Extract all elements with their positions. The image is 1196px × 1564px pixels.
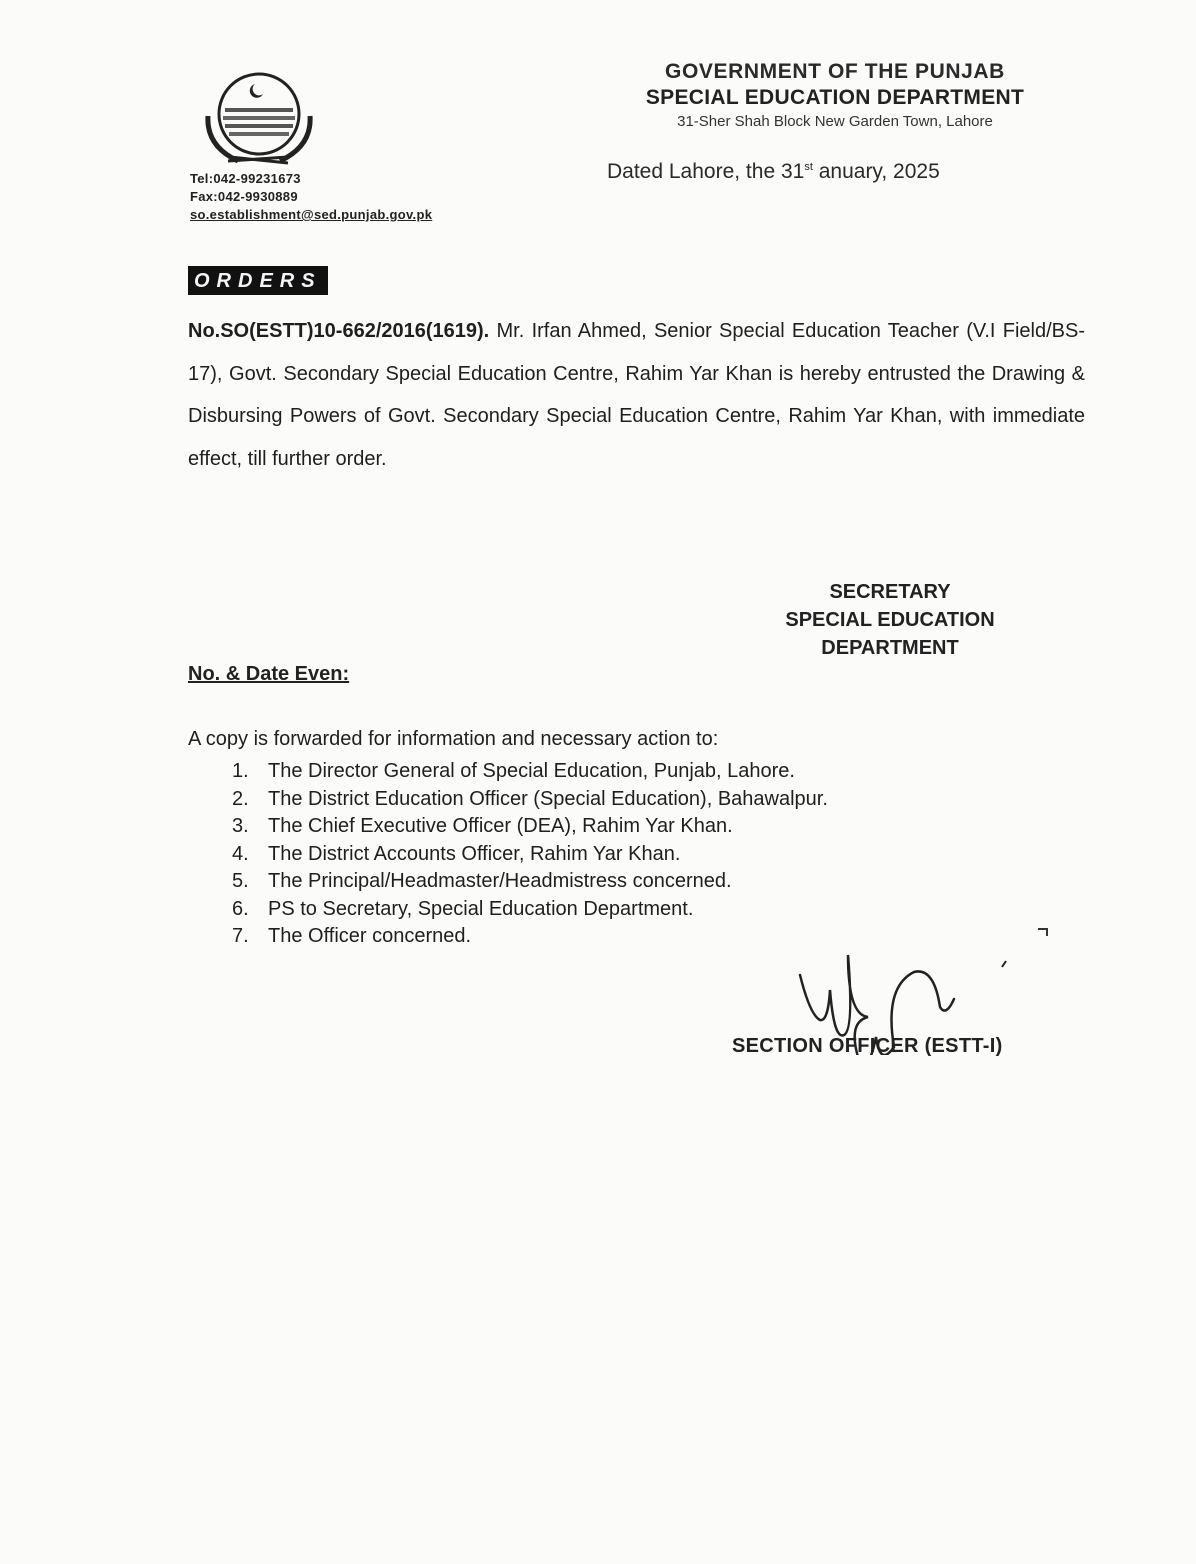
list-text: The Director General of Special Education, Punjab, Lahore. <box>268 760 795 782</box>
list-item <box>232 786 828 814</box>
telephone-number: Tel:042-99231673 <box>190 171 301 186</box>
list-text: The District Accounts Officer, Rahim Yar Khan. <box>268 842 681 865</box>
punjab-emblem-logo <box>198 66 320 176</box>
orders-heading: ORDERS <box>188 266 328 295</box>
secretary-signature-block <box>755 578 1025 662</box>
department-address: 31-Sher Shah Block New Garden Town, Lahore <box>677 113 993 130</box>
department-title: SPECIAL EDUCATION DEPARTMENT <box>645 86 1025 109</box>
list-item <box>232 923 828 951</box>
list-text: The Chief Executive Officer (DEA), Rahim Yar Khan. <box>268 815 733 837</box>
list-item <box>232 868 828 896</box>
distribution-heading: No. & Date Even: <box>188 663 350 685</box>
list-item <box>232 758 828 786</box>
order-body <box>188 310 1085 480</box>
order-reference-number: No.SO(ESTT)10-662/2016(1619). <box>188 320 490 342</box>
list-text: The District Education Officer (Special Education), Bahawalpur. <box>268 787 828 810</box>
list-number: 7. <box>232 925 249 947</box>
list-number: 1. <box>232 760 249 782</box>
email-link[interactable]: so.establishment@sed.punjab.gov.pk <box>190 207 433 222</box>
order-text: Mr. Irfan Ahmed, Senior Special Education Teacher (V.I Field/BS-17), Govt. Secondary Special Education Centre, Rahim Yar Khan is hereby entrusted the Drawing & Disbursing Powers of Govt. Secondary Special Education Centre, Rahim Yar Khan, with immediate effect, till further order. <box>188 320 1085 470</box>
distribution-intro: A copy is forwarded for information and necessary action to: <box>188 728 719 750</box>
list-item <box>232 813 828 841</box>
section-officer-title: SECTION OFFICER (ESTT-I) <box>732 1035 1003 1057</box>
government-title: GOVERNMENT OF THE PUNJAB <box>665 60 1005 83</box>
date-ordinal: st <box>804 161 813 173</box>
list-number: 5. <box>232 870 249 892</box>
contact-details <box>190 170 432 224</box>
date-rest: anuary, 2025 <box>812 160 940 183</box>
letterhead-header <box>590 58 1080 133</box>
corner-mark <box>1038 928 1048 936</box>
list-number: 4. <box>232 842 249 865</box>
list-number: 3. <box>232 815 249 837</box>
list-text: The Officer concerned. <box>268 925 472 947</box>
list-item <box>232 841 828 869</box>
list-number: 6. <box>232 897 249 920</box>
list-item <box>232 896 828 924</box>
list-text: PS to Secretary, Special Education Department. <box>268 897 694 920</box>
secretary-line-3: DEPARTMENT <box>821 637 959 659</box>
recipient-list <box>232 758 828 951</box>
secretary-line-2: SPECIAL EDUCATION <box>785 609 995 631</box>
secretary-line-1: SECRETARY <box>829 581 951 603</box>
list-text: The Principal/Headmaster/Headmistress concerned. <box>268 870 732 892</box>
fax-number: Fax:042-9930889 <box>190 189 298 204</box>
list-number: 2. <box>232 787 249 810</box>
date-line <box>607 160 940 184</box>
date-prefix: Dated Lahore, the 31 <box>607 160 805 183</box>
